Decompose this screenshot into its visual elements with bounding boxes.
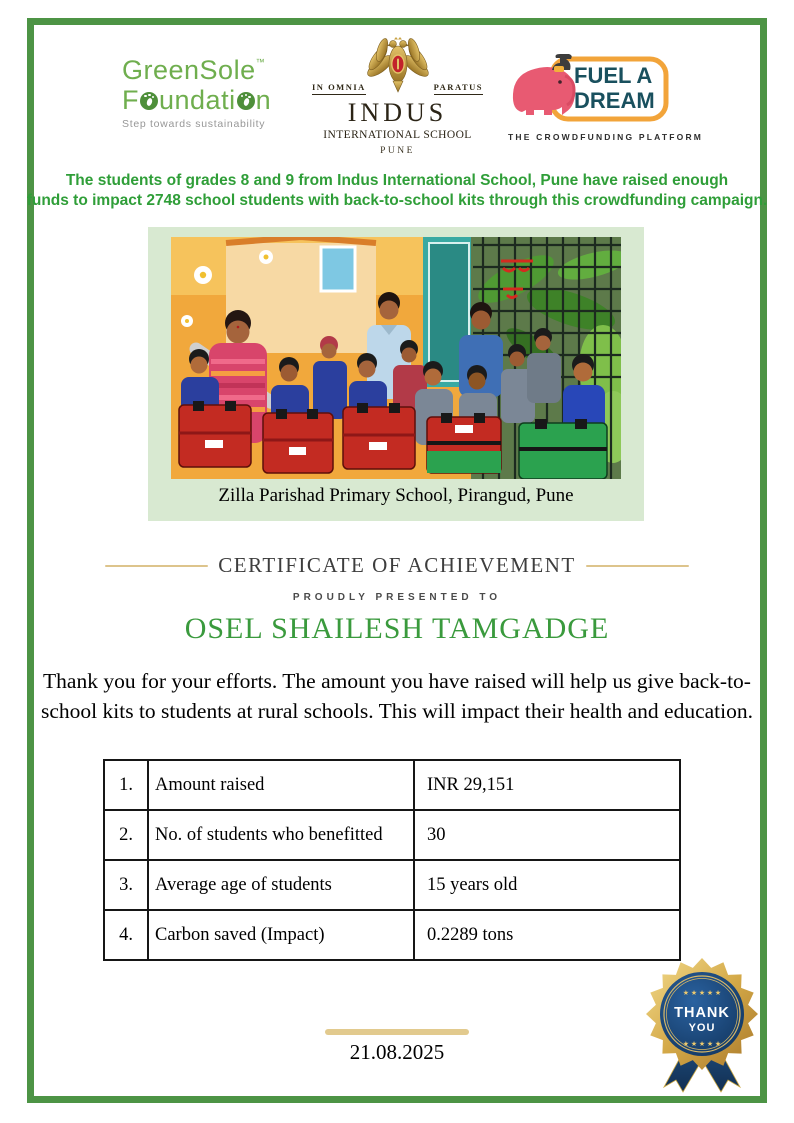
indus-logo-city: PUNE [380,146,415,156]
message-line2: school kits to students at rural schools. This will impact their health and education. [41,699,753,723]
trademark-symbol: ™ [255,57,265,67]
statement-line1: The students of grades 8 and 9 from Indus International School, Pune have raised enough [65,172,729,189]
fueladream-line2: DREAM [574,88,655,113]
campaign-statement [0,171,794,211]
badge-thank: THANK [674,1005,730,1021]
fueladream-tagline: THE CROWDFUNDING PLATFORM [508,132,704,142]
certificate-heading-row [105,553,689,578]
row-label: Carbon saved (Impact) [148,910,414,960]
school-group-photo [171,237,621,479]
table-row [104,860,680,910]
table-row [104,760,680,810]
certificate-heading: CERTIFICATE OF ACHIEVEMENT [218,553,576,577]
photo-card [148,227,644,521]
row-label: No. of students who benefitted [148,810,414,860]
thank-you-badge-icon [641,957,763,1099]
footprint-icon [140,92,158,110]
indus-school-logo [310,36,485,156]
row-number: 1. [104,760,148,810]
row-value: 15 years old [414,860,680,910]
fueladream-line1: FUEL A [574,63,653,88]
badge-top-stars: ★ ★ ★ ★ ★ [682,989,722,997]
indus-motto-left: IN OMNIA [312,82,366,95]
date-divider-line [325,1029,469,1035]
fueladream-logo [508,48,704,142]
heading-left-line [105,565,208,567]
row-number: 3. [104,860,148,910]
footprint-icon [237,92,255,110]
presented-to-label: PROUDLY PRESENTED TO [292,592,502,603]
recipient-name: OSEL SHAILESH TAMGADGE [184,612,610,645]
greensole-tagline: Step towards sustainability [122,118,266,130]
row-number: 2. [104,810,148,860]
greensole-logo-foundation: F undati n [122,85,272,115]
thank-you-message [0,666,794,726]
table-row [104,810,680,860]
certificate-date: 21.08.2025 [349,1040,445,1064]
photo-caption: Zilla Parishad Primary School, Pirangud, Pune [218,485,574,506]
heading-right-line [586,565,689,567]
greensole-foundation-logo [122,57,271,130]
message-line1: Thank you for your efforts. The amount you have raised will help us give back-to- [43,669,751,693]
impact-table [103,759,681,961]
statement-line2: funds to impact 2748 school students with back-to-school kits through this crowdfunding campaign. [26,192,768,209]
row-label: Amount raised [148,760,414,810]
badge-you: YOU [688,1022,716,1034]
fueladream-elephant-icon [508,48,670,124]
indus-logo-subtitle: INTERNATIONAL SCHOOL [323,129,472,141]
greensole-logo-name: GreenSole [122,55,256,85]
row-value: 30 [414,810,680,860]
row-value: 0.2289 tons [414,910,680,960]
row-number: 4. [104,910,148,960]
table-row [104,910,680,960]
row-label: Average age of students [148,860,414,910]
indus-motto-right: PARATUS [434,82,483,95]
row-value: INR 29,151 [414,760,680,810]
indus-logo-name: INDUS [347,98,448,127]
badge-bottom-stars: ★ ★ ★ ★ ★ [682,1040,722,1048]
